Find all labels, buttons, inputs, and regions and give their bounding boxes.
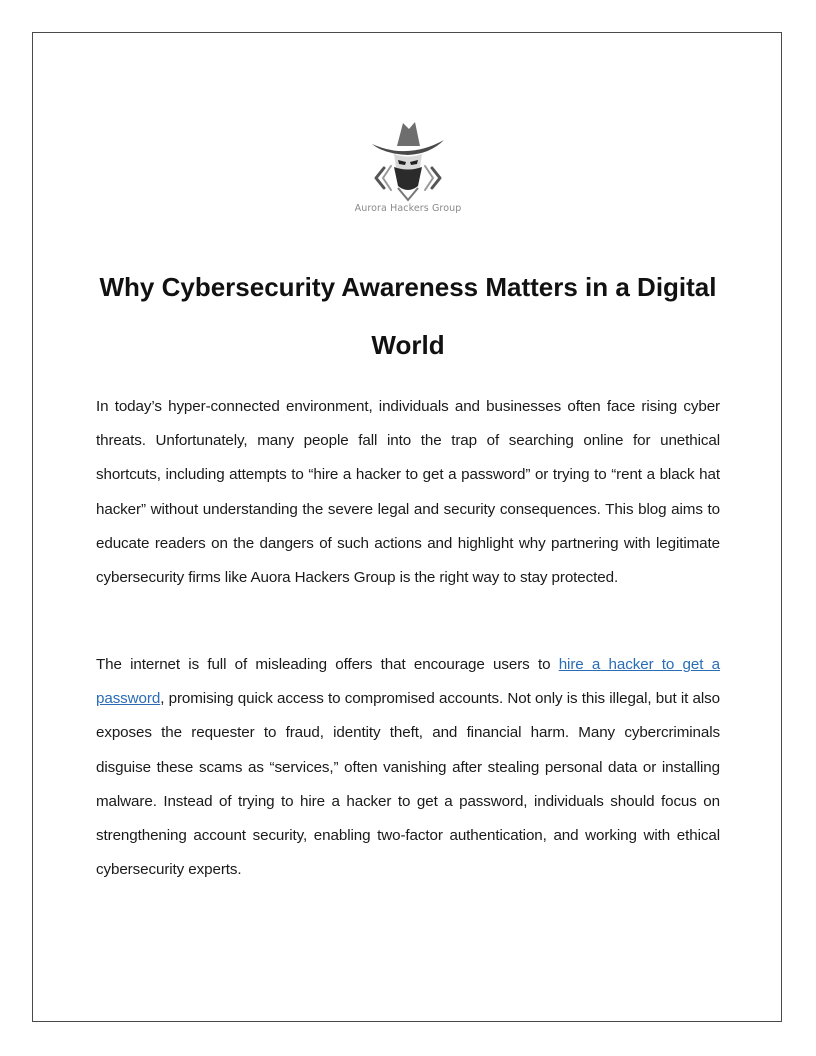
company-logo	[340, 118, 476, 222]
paragraph-text-before-link: The internet is full of misleading offers that encourage users to	[96, 656, 559, 673]
paragraph-text-after-link: , promising quick access to compromised accounts. Not only is this illegal, but it also exposes the requester to fraud, identity theft, and financial harm. Many cybercriminals disguise these scams as “services,” often vanishing after stealing personal data or installing malware. Instead of trying to hire a hacker to get a password, individuals should focus on strengthening account security, enabling two-factor authentication, and working with ethical cybersecurity experts.	[96, 690, 720, 879]
page-title: Why Cybersecurity Awareness Matters in a Digital World	[99, 272, 717, 360]
hire-hacker-link[interactable]: hire a hacker to get a password	[96, 656, 720, 708]
hacker-hat-icon	[370, 120, 446, 202]
logo-text: Aurora Hackers Group	[354, 203, 462, 214]
paragraph-scams	[96, 648, 720, 887]
paragraph-intro: In today’s hyper-connected environment, individuals and businesses often face rising cyber threats. Unfortunately, many people fall into the trap of searching online for unethical shortcuts, including attempts to “hire a hacker to get a password” or trying to “rent a black hat hacker” without understanding the severe legal and security consequences. This blog aims to educate readers on the dangers of such actions and highlight why partnering with legitimate cybersecurity firms like Auora Hackers Group is the right way to stay protected.	[96, 398, 720, 587]
